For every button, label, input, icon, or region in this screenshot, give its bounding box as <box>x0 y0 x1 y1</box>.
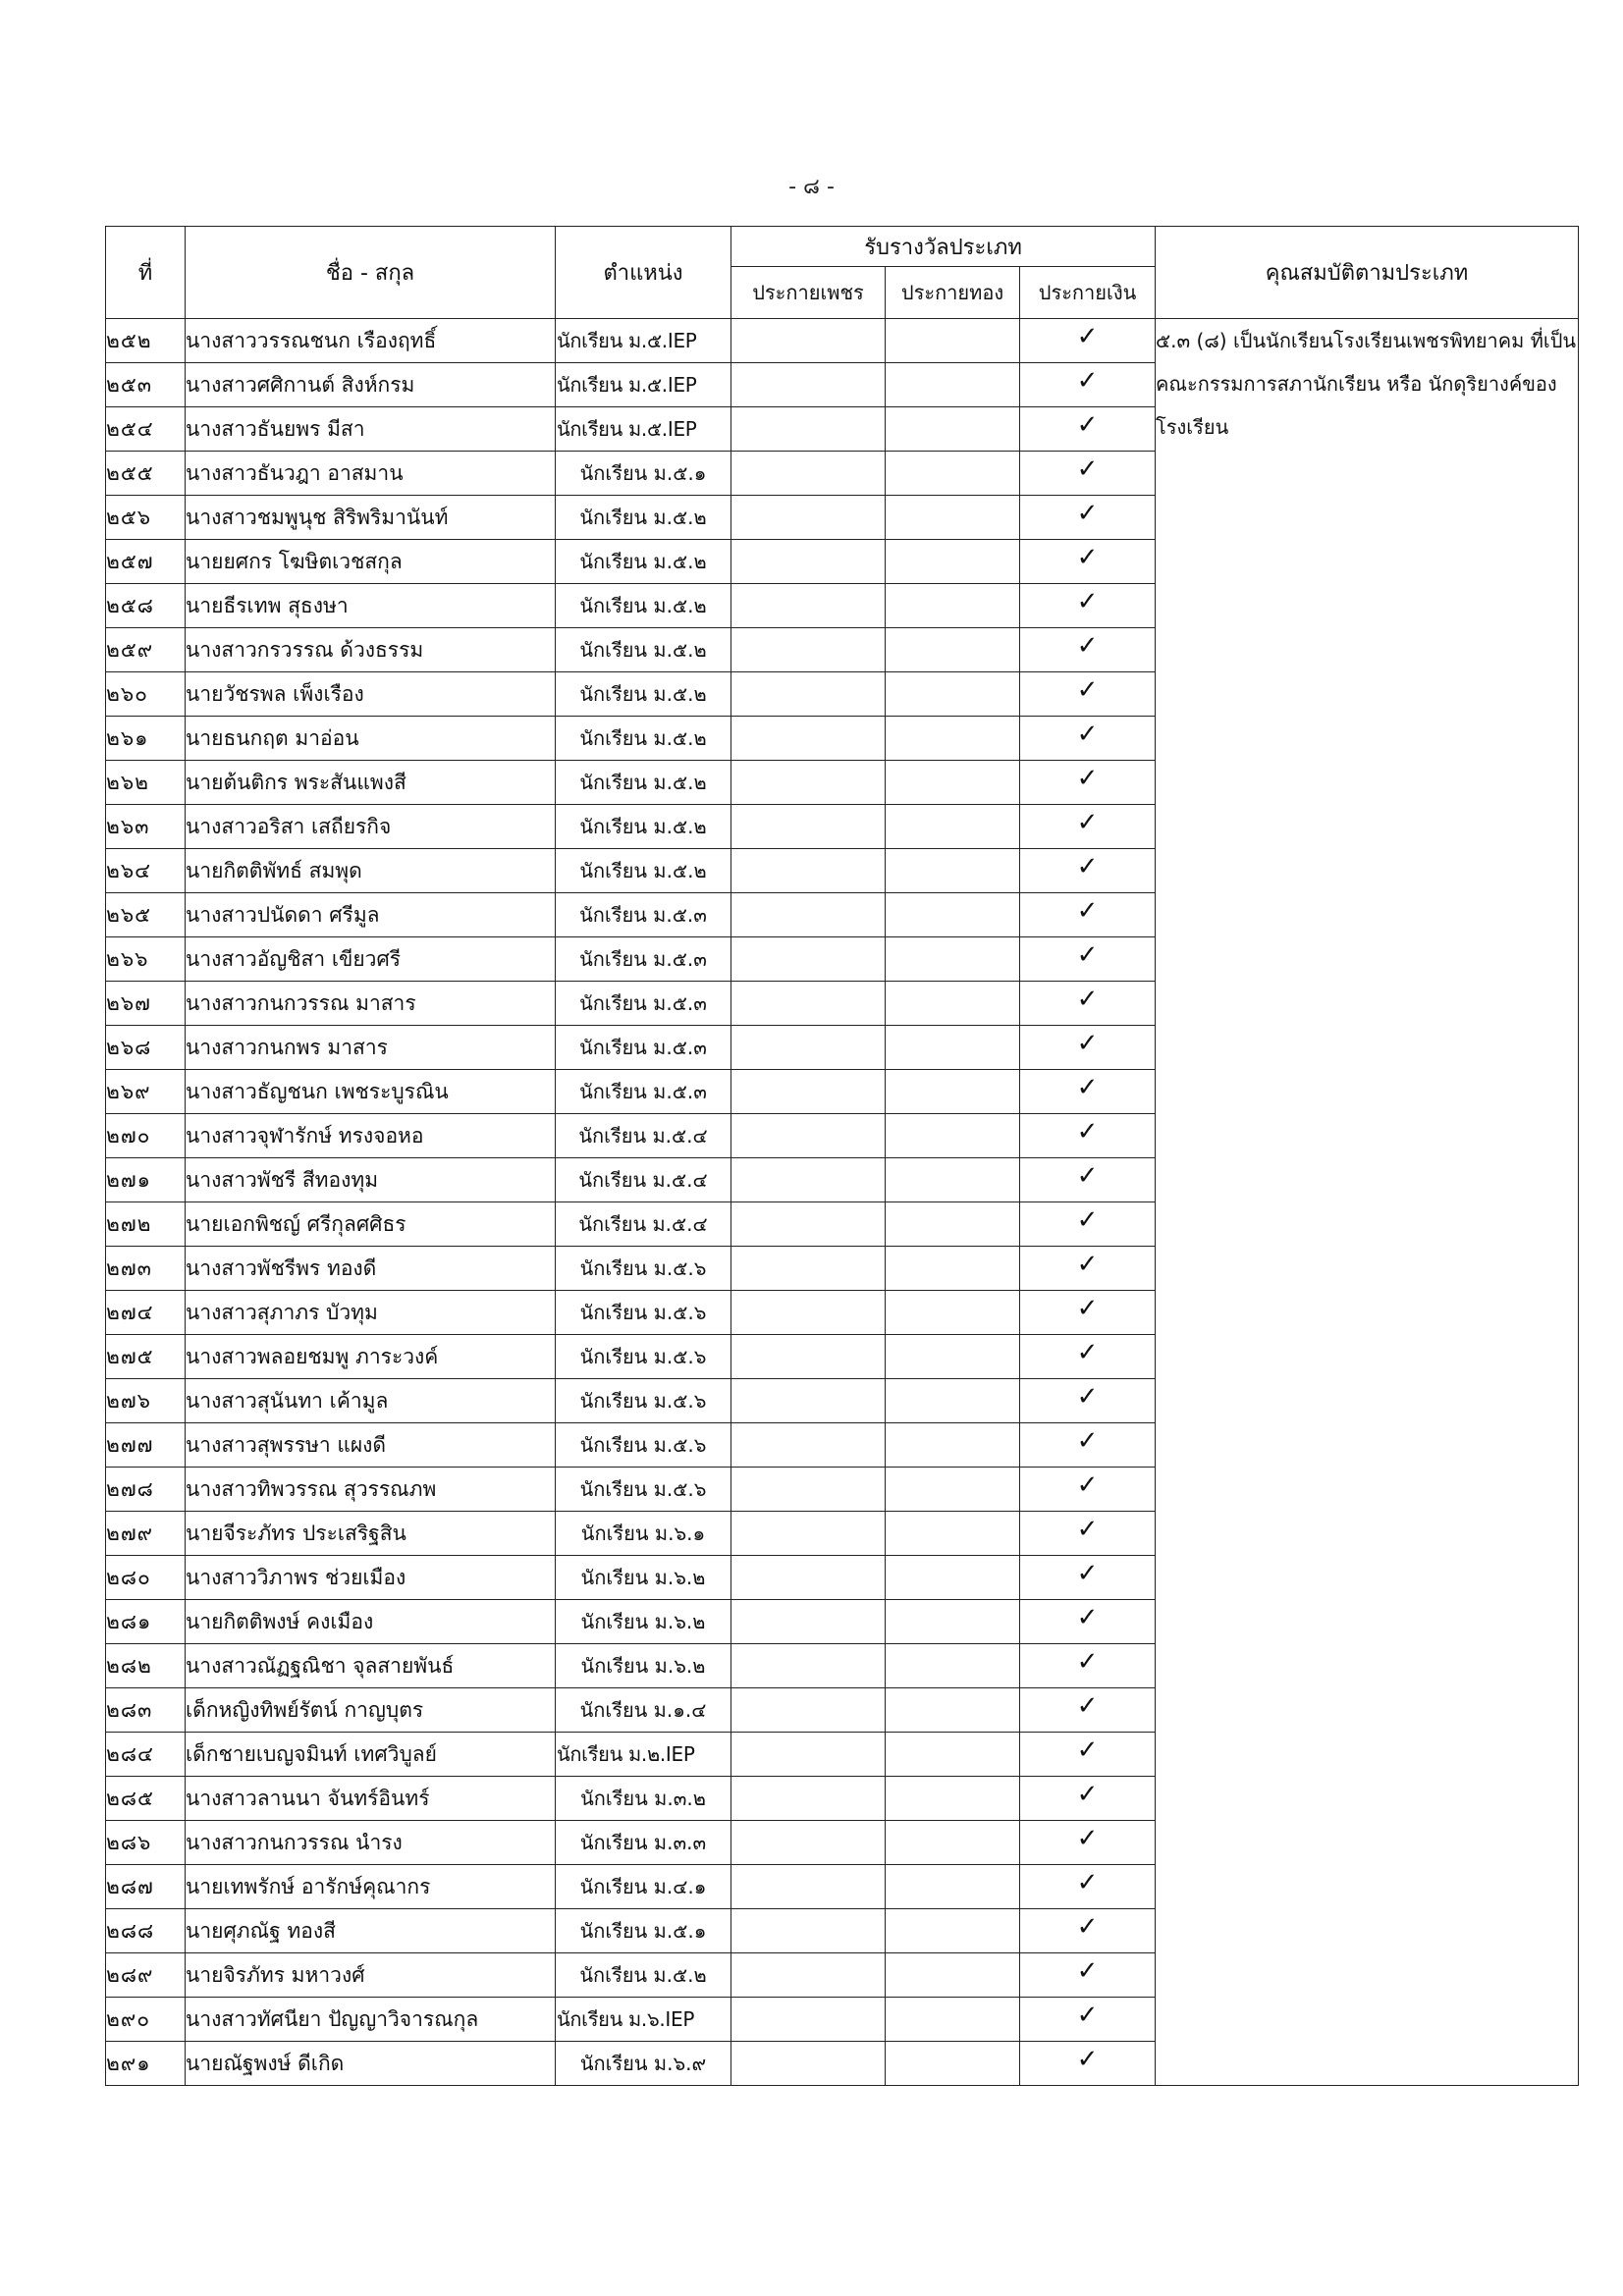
row-number: ๒๕๔ <box>106 407 186 452</box>
checkmark-icon: ✓ <box>1076 2045 1099 2074</box>
student-position: นักเรียน ม.๑.๔ <box>556 1688 731 1733</box>
student-position: นักเรียน ม.๕.๖ <box>556 1335 731 1379</box>
student-position: นักเรียน ม.๕.๒ <box>556 1953 731 1998</box>
award-silver-cell <box>1020 1600 1156 1644</box>
checkmark-icon: ✓ <box>1076 499 1099 528</box>
award-diamond-cell <box>731 1777 886 1821</box>
award-diamond-cell <box>731 1600 886 1644</box>
row-number: ๒๕๖ <box>106 496 186 540</box>
award-gold-cell <box>886 672 1020 717</box>
student-position: นักเรียน ม.๕.๓ <box>556 982 731 1026</box>
award-silver-cell <box>1020 672 1156 717</box>
award-gold-cell <box>886 584 1020 628</box>
award-silver-cell <box>1020 1865 1156 1909</box>
award-diamond-cell <box>731 319 886 363</box>
award-silver-cell <box>1020 1070 1156 1114</box>
row-number: ๒๘๙ <box>106 1953 186 1998</box>
award-gold-cell <box>886 1821 1020 1865</box>
student-name: นางสาวธันยพร มีสา <box>186 407 556 452</box>
row-number: ๒๗๓ <box>106 1247 186 1291</box>
student-name: นางสาวลานนา จันทร์อินทร์ <box>186 1777 556 1821</box>
award-silver-cell <box>1020 1291 1156 1335</box>
checkmark-icon: ✓ <box>1076 366 1099 396</box>
row-number: ๒๗๙ <box>106 1512 186 1556</box>
award-diamond-cell <box>731 1335 886 1379</box>
table-row <box>106 319 1579 363</box>
student-name: นายศุภณัฐ ทองสี <box>186 1909 556 1953</box>
award-gold-cell <box>886 1423 1020 1468</box>
award-diamond-cell <box>731 407 886 452</box>
student-name: นายณัฐพงษ์ ดีเกิด <box>186 2042 556 2086</box>
qualification-text: ๕.๓ (๘) เป็นนักเรียนโรงเรียนเพชรพิทยาคม ที่เป็นคณะกรรมการสภานักเรียน หรือ นักดุริยางค์ของโรงเรียน <box>1156 319 1579 2086</box>
award-gold-cell <box>886 1953 1020 1998</box>
award-gold-cell <box>886 1468 1020 1512</box>
award-table <box>105 226 1579 2086</box>
student-name: นางสาวพัชรีพร ทองดี <box>186 1247 556 1291</box>
award-diamond-cell <box>731 1247 886 1291</box>
award-silver-cell <box>1020 717 1156 761</box>
row-number: ๒๘๔ <box>106 1733 186 1777</box>
award-gold-cell <box>886 1158 1020 1202</box>
award-gold-cell <box>886 1733 1020 1777</box>
student-name: นางสาวพัชรี สีทองทุม <box>186 1158 556 1202</box>
student-name: นางสาวสุพรรษา แผงดี <box>186 1423 556 1468</box>
row-number: ๒๕๙ <box>106 628 186 672</box>
award-silver-cell <box>1020 1468 1156 1512</box>
award-gold-cell <box>886 1202 1020 1247</box>
student-name: นางสาววรรณชนก เรืองฤทธิ์ <box>186 319 556 363</box>
checkmark-icon: ✓ <box>1076 720 1099 749</box>
student-name: นางสาวกนกวรรณ มาสาร <box>186 982 556 1026</box>
student-position: นักเรียน ม.๕.IEP <box>556 363 731 407</box>
student-name: นายวัชรพล เพ็งเรือง <box>186 672 556 717</box>
award-diamond-cell <box>731 1202 886 1247</box>
student-position: นักเรียน ม.๕.๓ <box>556 1026 731 1070</box>
row-number: ๒๗๗ <box>106 1423 186 1468</box>
row-number: ๒๖๓ <box>106 805 186 849</box>
checkmark-icon: ✓ <box>1076 1161 1099 1191</box>
award-gold-cell <box>886 363 1020 407</box>
student-name: เด็กชายเบญจมินท์ เทศวิบูลย์ <box>186 1733 556 1777</box>
checkmark-icon: ✓ <box>1076 1426 1099 1456</box>
award-gold-cell <box>886 1379 1020 1423</box>
award-gold-cell <box>886 982 1020 1026</box>
row-number: ๒๘๓ <box>106 1688 186 1733</box>
page-number: - ๘ - <box>788 175 835 199</box>
student-name: นางสาวอัญชิสา เขียวศรี <box>186 937 556 982</box>
student-name: นายยศกร โฆษิตเวชสกุล <box>186 540 556 584</box>
award-diamond-cell <box>731 982 886 1026</box>
checkmark-icon: ✓ <box>1076 2001 1099 2030</box>
award-diamond-cell <box>731 849 886 893</box>
award-gold-cell <box>886 628 1020 672</box>
award-silver-cell <box>1020 1512 1156 1556</box>
award-gold-cell <box>886 761 1020 805</box>
header-award-group: รับรางวัลประเภท <box>731 227 1156 267</box>
award-silver-cell <box>1020 1953 1156 1998</box>
award-gold-cell <box>886 1556 1020 1600</box>
student-position: นักเรียน ม.๕.๖ <box>556 1468 731 1512</box>
award-silver-cell <box>1020 496 1156 540</box>
checkmark-icon: ✓ <box>1076 852 1099 881</box>
checkmark-icon: ✓ <box>1076 454 1099 484</box>
row-number: ๒๖๗ <box>106 982 186 1026</box>
award-diamond-cell <box>731 628 886 672</box>
student-position: นักเรียน ม.๕.๒ <box>556 628 731 672</box>
checkmark-icon: ✓ <box>1076 1912 1099 1942</box>
award-diamond-cell <box>731 1158 886 1202</box>
row-number: ๒๘๖ <box>106 1821 186 1865</box>
student-position: นักเรียน ม.๓.๒ <box>556 1777 731 1821</box>
student-name: นายธีรเทพ สุธงษา <box>186 584 556 628</box>
student-position: นักเรียน ม.๕.๓ <box>556 893 731 937</box>
award-gold-cell <box>886 1909 1020 1953</box>
award-gold-cell <box>886 805 1020 849</box>
header-gold: ประกายทอง <box>886 267 1020 319</box>
award-gold-cell <box>886 849 1020 893</box>
award-gold-cell <box>886 1291 1020 1335</box>
checkmark-icon: ✓ <box>1076 1073 1099 1102</box>
award-gold-cell <box>886 1114 1020 1158</box>
student-name: นายจิรภัทร มหาวงศ์ <box>186 1953 556 1998</box>
award-silver-cell <box>1020 628 1156 672</box>
award-silver-cell <box>1020 1158 1156 1202</box>
award-diamond-cell <box>731 584 886 628</box>
student-name: นางสาวธันวฎา อาสมาน <box>186 452 556 496</box>
award-diamond-cell <box>731 1821 886 1865</box>
student-position: นักเรียน ม.๒.IEP <box>556 1733 731 1777</box>
award-gold-cell <box>886 893 1020 937</box>
award-silver-cell <box>1020 1247 1156 1291</box>
row-number: ๒๕๘ <box>106 584 186 628</box>
award-gold-cell <box>886 1512 1020 1556</box>
checkmark-icon: ✓ <box>1076 1338 1099 1367</box>
award-silver-cell <box>1020 1733 1156 1777</box>
award-diamond-cell <box>731 2042 886 2086</box>
award-gold-cell <box>886 1998 1020 2042</box>
row-number: ๒๖๕ <box>106 893 186 937</box>
award-diamond-cell <box>731 805 886 849</box>
row-number: ๒๗๕ <box>106 1335 186 1379</box>
row-number: ๒๗๘ <box>106 1468 186 1512</box>
checkmark-icon: ✓ <box>1076 1559 1099 1588</box>
row-number: ๒๖๘ <box>106 1026 186 1070</box>
award-silver-cell <box>1020 584 1156 628</box>
award-silver-cell <box>1020 1379 1156 1423</box>
student-position: นักเรียน ม.๕.๖ <box>556 1379 731 1423</box>
row-number: ๒๕๗ <box>106 540 186 584</box>
award-diamond-cell <box>731 1644 886 1688</box>
row-number: ๒๕๕ <box>106 452 186 496</box>
award-gold-cell <box>886 1026 1020 1070</box>
student-name: นายเทพรักษ์ อารักษ์คุณากร <box>186 1865 556 1909</box>
row-number: ๒๗๒ <box>106 1202 186 1247</box>
student-position: นักเรียน ม.๕.๒ <box>556 717 731 761</box>
award-diamond-cell <box>731 1423 886 1468</box>
checkmark-icon: ✓ <box>1076 1250 1099 1279</box>
student-position: นักเรียน ม.๕.๔ <box>556 1202 731 1247</box>
row-number: ๒๘๘ <box>106 1909 186 1953</box>
award-silver-cell <box>1020 452 1156 496</box>
checkmark-icon: ✓ <box>1076 543 1099 572</box>
student-name: นางสาวกนกวรรณ นำรง <box>186 1821 556 1865</box>
award-silver-cell <box>1020 1644 1156 1688</box>
student-name: นางสาวกรวรรณ ด้วงธรรม <box>186 628 556 672</box>
header-position: ตำแหน่ง <box>556 227 731 319</box>
award-diamond-cell <box>731 452 886 496</box>
student-position: นักเรียน ม.๖.๒ <box>556 1644 731 1688</box>
row-number: ๒๖๐ <box>106 672 186 717</box>
checkmark-icon: ✓ <box>1076 1205 1099 1235</box>
award-silver-cell <box>1020 1777 1156 1821</box>
award-gold-cell <box>886 937 1020 982</box>
student-position: นักเรียน ม.๕.๑ <box>556 1909 731 1953</box>
award-diamond-cell <box>731 672 886 717</box>
award-diamond-cell <box>731 1688 886 1733</box>
student-position: นักเรียน ม.๕.๖ <box>556 1423 731 1468</box>
row-number: ๒๗๖ <box>106 1379 186 1423</box>
award-gold-cell <box>886 1688 1020 1733</box>
checkmark-icon: ✓ <box>1076 1029 1099 1058</box>
row-number: ๒๗๔ <box>106 1291 186 1335</box>
student-position: นักเรียน ม.๕.๒ <box>556 672 731 717</box>
award-gold-cell <box>886 1644 1020 1688</box>
checkmark-icon: ✓ <box>1076 1780 1099 1809</box>
award-gold-cell <box>886 1335 1020 1379</box>
checkmark-icon: ✓ <box>1076 631 1099 661</box>
award-silver-cell <box>1020 1556 1156 1600</box>
award-gold-cell <box>886 1777 1020 1821</box>
row-number: ๒๙๐ <box>106 1998 186 2042</box>
checkmark-icon: ✓ <box>1076 675 1099 705</box>
award-silver-cell <box>1020 363 1156 407</box>
student-position: นักเรียน ม.๖.๒ <box>556 1556 731 1600</box>
row-number: ๒๕๒ <box>106 319 186 363</box>
checkmark-icon: ✓ <box>1076 940 1099 970</box>
student-name: นายจีระภัทร ประเสริฐสิน <box>186 1512 556 1556</box>
student-position: นักเรียน ม.๕.๖ <box>556 1247 731 1291</box>
student-name: นายกิตติพงษ์ คงเมือง <box>186 1600 556 1644</box>
student-position: นักเรียน ม.๖.๒ <box>556 1600 731 1644</box>
student-position: นักเรียน ม.๕.๔ <box>556 1114 731 1158</box>
checkmark-icon: ✓ <box>1076 587 1099 616</box>
student-name: นางสาวชมพูนุช สิริพริมานันท์ <box>186 496 556 540</box>
award-silver-cell <box>1020 1026 1156 1070</box>
student-name: นายเอกพิชญ์ ศรีกุลศศิธร <box>186 1202 556 1247</box>
award-gold-cell <box>886 496 1020 540</box>
student-name: นางสาววิภาพร ช่วยเมือง <box>186 1556 556 1600</box>
student-name: นางสาวอริสา เสถียรกิจ <box>186 805 556 849</box>
checkmark-icon: ✓ <box>1076 1868 1099 1897</box>
row-number: ๒๙๑ <box>106 2042 186 2086</box>
award-diamond-cell <box>731 1291 886 1335</box>
award-diamond-cell <box>731 1114 886 1158</box>
award-gold-cell <box>886 1865 1020 1909</box>
row-number: ๒๘๗ <box>106 1865 186 1909</box>
student-position: นักเรียน ม.๔.๑ <box>556 1865 731 1909</box>
student-name: นายกิตติพัทธ์ สมพุด <box>186 849 556 893</box>
checkmark-icon: ✓ <box>1076 1603 1099 1632</box>
checkmark-icon: ✓ <box>1076 322 1099 351</box>
student-position: นักเรียน ม.๕.๓ <box>556 937 731 982</box>
header-name: ชื่อ - สกุล <box>186 227 556 319</box>
row-number: ๒๗๐ <box>106 1114 186 1158</box>
student-name: นางสาวทัศนียา ปัญญาวิจารณกุล <box>186 1998 556 2042</box>
checkmark-icon: ✓ <box>1076 1515 1099 1544</box>
row-number: ๒๘๕ <box>106 1777 186 1821</box>
row-number: ๒๗๑ <box>106 1158 186 1202</box>
award-diamond-cell <box>731 1953 886 1998</box>
student-name: นางสาวธัญชนก เพชระบูรณิน <box>186 1070 556 1114</box>
award-diamond-cell <box>731 496 886 540</box>
award-diamond-cell <box>731 1998 886 2042</box>
award-silver-cell <box>1020 805 1156 849</box>
award-gold-cell <box>886 319 1020 363</box>
student-name: นางสาวกนกพร มาสาร <box>186 1026 556 1070</box>
award-diamond-cell <box>731 1070 886 1114</box>
row-number: ๒๖๙ <box>106 1070 186 1114</box>
row-number: ๒๖๒ <box>106 761 186 805</box>
header-qualification: คุณสมบัติตามประเภท <box>1156 227 1579 319</box>
award-silver-cell <box>1020 540 1156 584</box>
checkmark-icon: ✓ <box>1076 764 1099 793</box>
checkmark-icon: ✓ <box>1076 1470 1099 1500</box>
student-position: นักเรียน ม.๕.๔ <box>556 1158 731 1202</box>
award-silver-cell <box>1020 1909 1156 1953</box>
award-gold-cell <box>886 2042 1020 2086</box>
award-silver-cell <box>1020 893 1156 937</box>
student-name: นางสาวสุนันทา เค้ามูล <box>186 1379 556 1423</box>
award-gold-cell <box>886 1070 1020 1114</box>
checkmark-icon: ✓ <box>1076 410 1099 440</box>
row-number: ๒๘๒ <box>106 1644 186 1688</box>
award-silver-cell <box>1020 1688 1156 1733</box>
award-gold-cell <box>886 717 1020 761</box>
award-diamond-cell <box>731 1512 886 1556</box>
checkmark-icon: ✓ <box>1076 1647 1099 1677</box>
student-position: นักเรียน ม.๕.๒ <box>556 761 731 805</box>
student-name: นางสาวปนัดดา ศรีมูล <box>186 893 556 937</box>
award-diamond-cell <box>731 1556 886 1600</box>
award-diamond-cell <box>731 893 886 937</box>
student-position: นักเรียน ม.๕.๓ <box>556 1070 731 1114</box>
checkmark-icon: ✓ <box>1076 1294 1099 1323</box>
award-diamond-cell <box>731 761 886 805</box>
student-position: นักเรียน ม.๕.๒ <box>556 496 731 540</box>
award-gold-cell <box>886 407 1020 452</box>
student-name: นางสาวสุภาภร บัวทุม <box>186 1291 556 1335</box>
row-number: ๒๖๑ <box>106 717 186 761</box>
header-no: ที่ <box>106 227 186 319</box>
student-position: นักเรียน ม.๓.๓ <box>556 1821 731 1865</box>
student-position: นักเรียน ม.๕.IEP <box>556 319 731 363</box>
award-diamond-cell <box>731 1379 886 1423</box>
student-position: นักเรียน ม.๕.๑ <box>556 452 731 496</box>
student-position: นักเรียน ม.๕.๒ <box>556 805 731 849</box>
student-name: เด็กหญิงทิพย์รัตน์ กาญบุตร <box>186 1688 556 1733</box>
student-position: นักเรียน ม.๕.IEP <box>556 407 731 452</box>
award-silver-cell <box>1020 319 1156 363</box>
award-silver-cell <box>1020 2042 1156 2086</box>
student-position: นักเรียน ม.๖.IEP <box>556 1998 731 2042</box>
award-diamond-cell <box>731 937 886 982</box>
student-position: นักเรียน ม.๕.๒ <box>556 584 731 628</box>
student-position: นักเรียน ม.๖.๙ <box>556 2042 731 2086</box>
award-silver-cell <box>1020 982 1156 1026</box>
award-silver-cell <box>1020 1998 1156 2042</box>
award-silver-cell <box>1020 849 1156 893</box>
student-position: นักเรียน ม.๕.๒ <box>556 540 731 584</box>
student-name: นางสาวณัฏฐณิชา จุลสายพันธ์ <box>186 1644 556 1688</box>
row-number: ๒๕๓ <box>106 363 186 407</box>
award-silver-cell <box>1020 1114 1156 1158</box>
checkmark-icon: ✓ <box>1076 1735 1099 1765</box>
award-diamond-cell <box>731 1733 886 1777</box>
student-name: นางสาวพลอยชมพู ภาระวงค์ <box>186 1335 556 1379</box>
checkmark-icon: ✓ <box>1076 985 1099 1014</box>
award-silver-cell <box>1020 937 1156 982</box>
student-name: นายต้นติกร พระสันแพงสี <box>186 761 556 805</box>
student-position: นักเรียน ม.๖.๑ <box>556 1512 731 1556</box>
student-name: นางสาวศศิกานต์ สิงห์กรม <box>186 363 556 407</box>
award-diamond-cell <box>731 717 886 761</box>
award-silver-cell <box>1020 1821 1156 1865</box>
checkmark-icon: ✓ <box>1076 896 1099 926</box>
checkmark-icon: ✓ <box>1076 1117 1099 1147</box>
award-silver-cell <box>1020 1423 1156 1468</box>
award-gold-cell <box>886 452 1020 496</box>
award-diamond-cell <box>731 1909 886 1953</box>
award-diamond-cell <box>731 363 886 407</box>
checkmark-icon: ✓ <box>1076 808 1099 837</box>
award-silver-cell <box>1020 1202 1156 1247</box>
checkmark-icon: ✓ <box>1076 1956 1099 1986</box>
award-gold-cell <box>886 1600 1020 1644</box>
header-diamond: ประกายเพชร <box>731 267 886 319</box>
student-name: นายธนกฤต มาอ่อน <box>186 717 556 761</box>
row-number: ๒๘๑ <box>106 1600 186 1644</box>
checkmark-icon: ✓ <box>1076 1824 1099 1853</box>
header-silver: ประกายเงิน <box>1020 267 1156 319</box>
award-silver-cell <box>1020 761 1156 805</box>
row-number: ๒๖๔ <box>106 849 186 893</box>
award-silver-cell <box>1020 407 1156 452</box>
award-gold-cell <box>886 1247 1020 1291</box>
student-name: นางสาวทิพวรรณ สุวรรณภพ <box>186 1468 556 1512</box>
award-diamond-cell <box>731 1026 886 1070</box>
checkmark-icon: ✓ <box>1076 1691 1099 1721</box>
award-diamond-cell <box>731 1468 886 1512</box>
student-name: นางสาวจุฬารักษ์ ทรงจอหอ <box>186 1114 556 1158</box>
student-position: นักเรียน ม.๕.๒ <box>556 849 731 893</box>
row-number: ๒๖๖ <box>106 937 186 982</box>
table-body <box>106 319 1579 2086</box>
student-position: นักเรียน ม.๕.๖ <box>556 1291 731 1335</box>
award-silver-cell <box>1020 1335 1156 1379</box>
award-gold-cell <box>886 540 1020 584</box>
award-diamond-cell <box>731 1865 886 1909</box>
checkmark-icon: ✓ <box>1076 1382 1099 1412</box>
row-number: ๒๘๐ <box>106 1556 186 1600</box>
award-diamond-cell <box>731 540 886 584</box>
